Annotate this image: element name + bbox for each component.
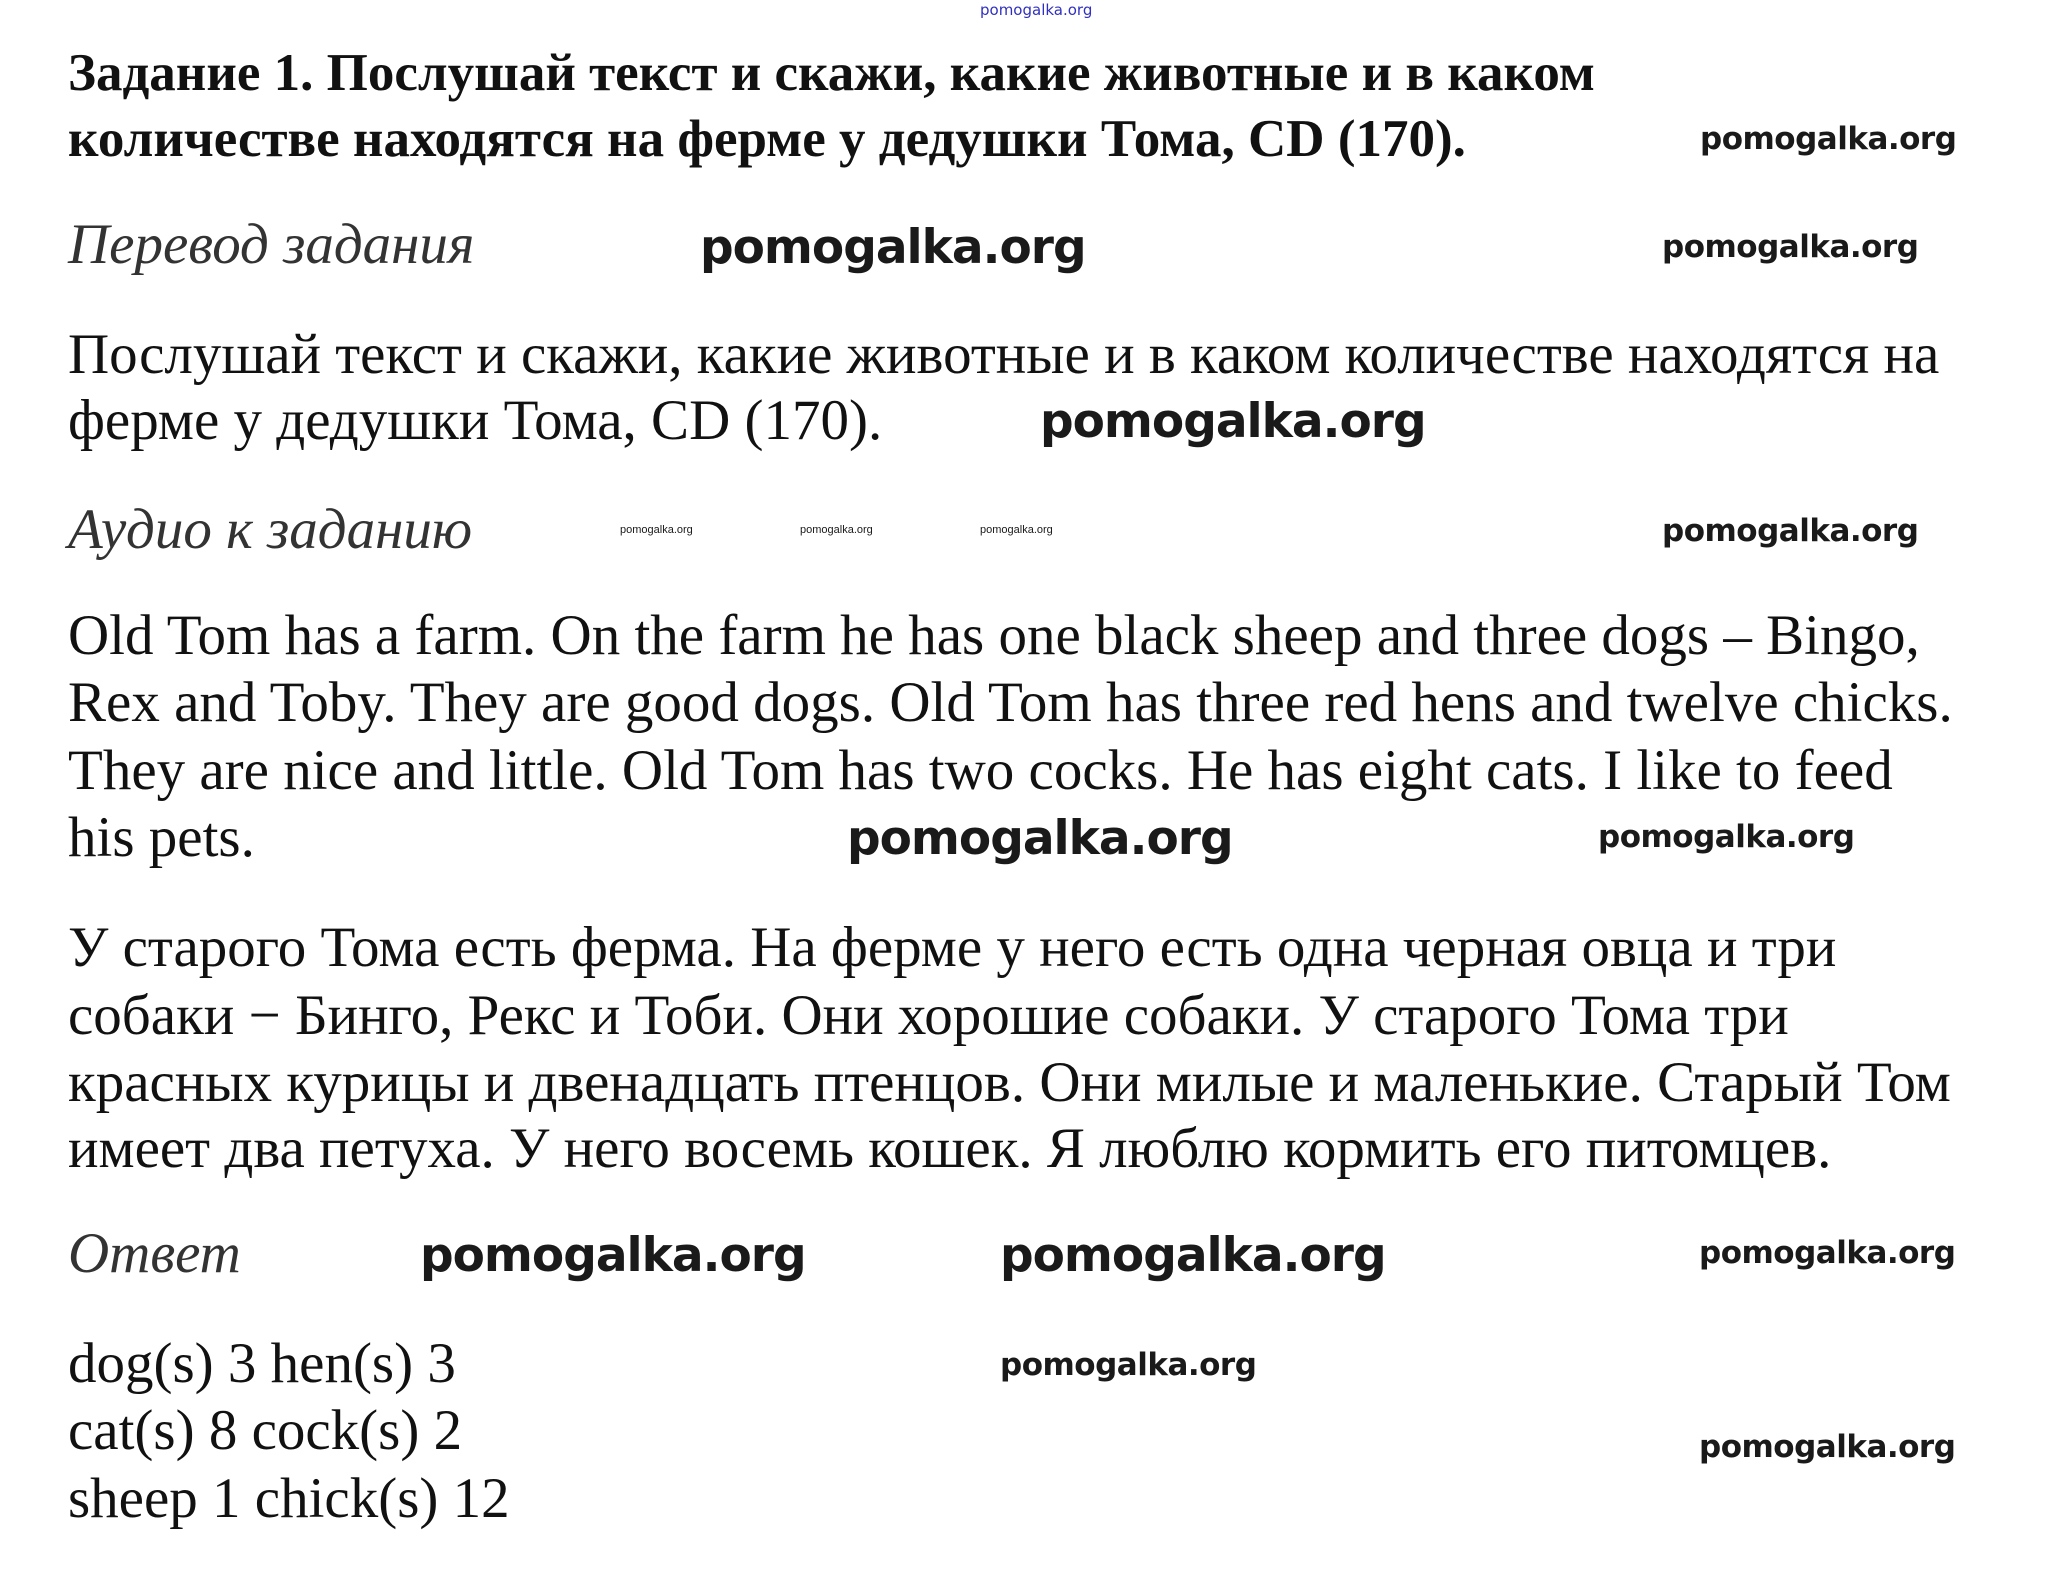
watermark: pomogalka.org <box>420 1228 806 1283</box>
answer-line-3: sheep 1 chick(s) 12 <box>68 1467 510 1530</box>
answer-line-2: cat(s) 8 cock(s) 2 <box>68 1399 463 1462</box>
watermark: pomogalka.org <box>847 811 1233 866</box>
answer-heading: Ответ <box>68 1222 241 1285</box>
english-line-4: his pets. <box>68 806 255 869</box>
task-title-line-2: количестве находятся на ферме у дедушки Тома, CD (170). <box>68 110 1466 168</box>
watermark: pomogalka.org <box>1699 1429 1956 1465</box>
english-line-2: Rex and Toby. They are good dogs. Old Tom has three red hens and twelve chicks. <box>68 671 1953 734</box>
answer-line-1: dog(s) 3 hen(s) 3 <box>68 1332 456 1395</box>
watermark: pomogalka.org <box>1700 121 1957 157</box>
watermark: pomogalka.org <box>1662 229 1919 265</box>
english-line-1: Old Tom has a farm. On the farm he has one black sheep and three dogs – Bingo, <box>68 604 1920 667</box>
task-title-line-1: Задание 1. Послушай текст и скажи, какие животные и в каком <box>68 44 1595 102</box>
watermark: pomogalka.org <box>1000 1347 1257 1383</box>
translation-line-2: ферме у дедушки Тома, CD (170). <box>68 389 883 452</box>
watermark-top: pomogalka.org <box>980 1 1093 19</box>
watermark: pomogalka.org <box>800 524 873 536</box>
translation-heading: Перевод задания <box>68 213 475 276</box>
russian-line-3: красных курицы и двенадцать птенцов. Они милые и маленькие. Старый Том <box>68 1051 1951 1114</box>
translation-line-1: Послушай текст и скажи, какие животные и в каком количестве находятся на <box>68 323 1940 386</box>
russian-line-4: имеет два петуха. У него восемь кошек. Я люблю кормить его питомцев. <box>68 1117 1832 1180</box>
watermark: pomogalka.org <box>1040 394 1426 449</box>
watermark: pomogalka.org <box>700 220 1086 275</box>
watermark: pomogalka.org <box>980 524 1053 536</box>
russian-line-1: У старого Тома есть ферма. На ферме у него есть одна черная овца и три <box>68 916 1837 979</box>
audio-heading: Аудио к заданию <box>68 498 473 561</box>
english-line-3: They are nice and little. Old Tom has two cocks. He has eight cats. I like to feed <box>68 739 1893 802</box>
watermark: pomogalka.org <box>1699 1235 1956 1271</box>
watermark: pomogalka.org <box>1598 819 1855 855</box>
watermark: pomogalka.org <box>1662 513 1919 549</box>
watermark: pomogalka.org <box>620 524 693 536</box>
russian-line-2: собаки − Бинго, Рекс и Тоби. Они хорошие собаки. У старого Тома три <box>68 984 1789 1047</box>
watermark: pomogalka.org <box>1000 1228 1386 1283</box>
